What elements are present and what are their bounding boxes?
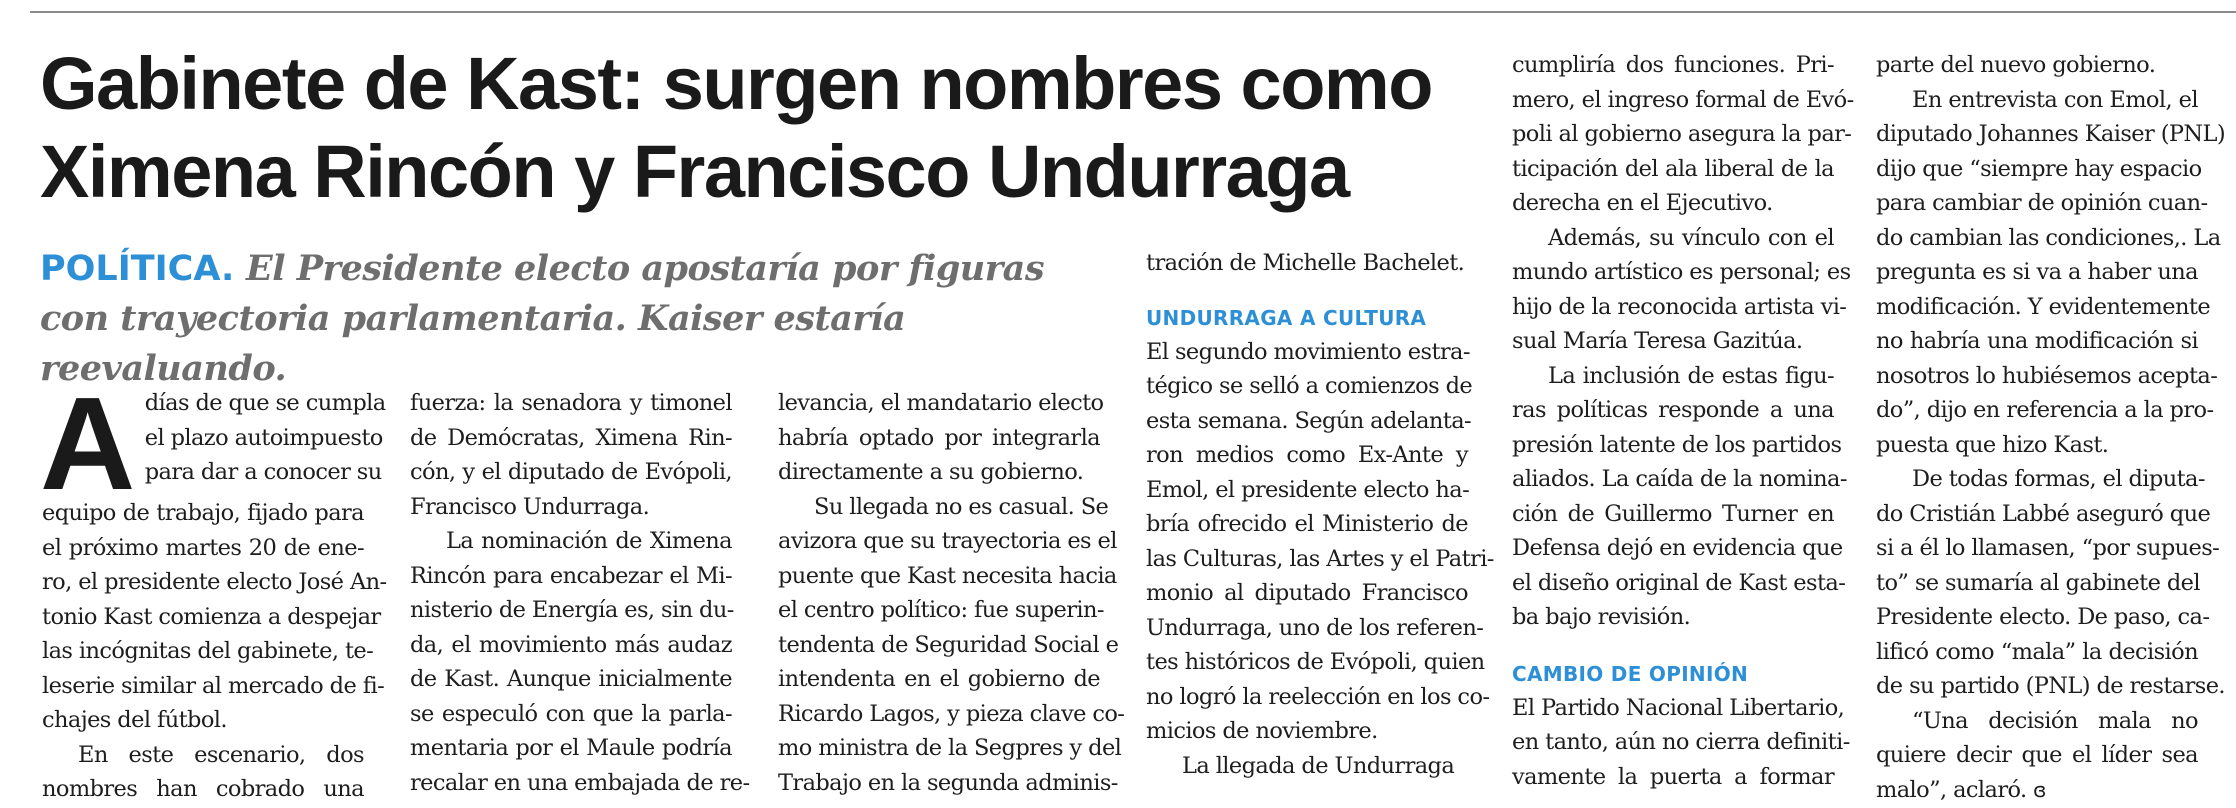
text-line: puesta que hizo Kast. xyxy=(1876,431,2109,458)
text-line: de su partido (PNL) de restarse. xyxy=(1876,673,2225,699)
text-line: puente que Kast necesita hacia xyxy=(778,562,1117,589)
text-line: tración de Michelle Bachelet. xyxy=(1146,250,1465,276)
text-line: no habría una modificación si xyxy=(1876,328,2198,354)
text-line: no logró la reelección en los co- xyxy=(1146,683,1490,710)
text-line: para dar a conocer su xyxy=(144,459,382,485)
text-line: las Culturas, las Artes y el Patri- xyxy=(1146,545,1494,572)
section-subhead: UNDURRAGA A CULTURA xyxy=(1146,305,1427,330)
article-column-4 xyxy=(1146,246,1494,783)
text-line: Defensa dejó en evidencia que xyxy=(1512,535,1843,561)
text-line: en tanto, aún no cierra definiti- xyxy=(1512,729,1850,755)
text-line: las incógnitas del gabinete, te- xyxy=(42,638,374,664)
text-line: fuerza: la senadora y timonel xyxy=(410,390,732,416)
text-line: La llegada de Undurraga xyxy=(1182,752,1455,779)
article-column-5 xyxy=(1512,48,1854,794)
text-line: nosotros lo hubiésemos acepta- xyxy=(1876,362,2218,389)
text-line: El segundo movimiento estra- xyxy=(1146,338,1470,365)
text-line: leserie similar al mercado de fi- xyxy=(42,672,385,699)
text-line: intendenta en el gobierno de xyxy=(778,666,1100,692)
text-line: levancia, el mandatario electo xyxy=(778,390,1104,416)
text-line: presión latente de los partidos xyxy=(1512,431,1842,458)
text-line: directamente a su gobierno. xyxy=(778,459,1084,485)
text-line: mero, el ingreso formal de Evó- xyxy=(1512,86,1854,113)
lead-paragraph xyxy=(40,244,1120,394)
text-line: nisterio de Energía es, sin du- xyxy=(410,597,734,623)
text-line: to” se sumaría al gabinete del xyxy=(1876,569,2200,596)
text-line: ción de Guillermo Turner en xyxy=(1512,500,1834,527)
section-kicker: POLÍTICA. xyxy=(40,249,235,289)
text-line: se especuló con que la parla- xyxy=(410,700,732,727)
text-line: Francisco Undurraga. xyxy=(410,493,650,520)
text-line: Su llegada no es casual. Se xyxy=(814,493,1109,520)
text-line: esta semana. Según adelanta- xyxy=(1146,407,1472,434)
text-line: Emol, el presidente electo ha- xyxy=(1146,476,1470,503)
text-line: derecha en el Ejecutivo. xyxy=(1512,190,1773,216)
text-line: para cambiar de opinión cuan- xyxy=(1876,190,2208,216)
text-line: “Una decisión mala no xyxy=(1912,707,2198,734)
text-line: monio al diputado Francisco xyxy=(1146,580,1468,606)
text-line: parte del nuevo gobierno. xyxy=(1876,52,2156,78)
text-line: do”, dijo en referencia a la pro- xyxy=(1876,397,2214,423)
text-line: do cambian las condiciones,. La xyxy=(1876,224,2221,251)
text-line: vamente la puerta a formar xyxy=(1512,763,1834,790)
text-line: chajes del fútbol. xyxy=(42,707,227,733)
article-column-2 xyxy=(410,386,750,800)
text-line: tendenta de Seguridad Social e xyxy=(778,631,1119,658)
text-line: el centro político: fue superin- xyxy=(778,597,1104,623)
text-line: tes históricos de Evópoli, quien xyxy=(1146,649,1485,675)
text-line: sual María Teresa Gazitúa. xyxy=(1512,328,1803,354)
text-line xyxy=(1876,773,2198,808)
text-line: mentaria por el Maule podría xyxy=(410,735,732,761)
text-line: ras políticas responde a una xyxy=(1512,397,1834,423)
text-line: Trabajo en la segunda adminis- xyxy=(778,769,1118,796)
text-line: quiere decir que el líder sea xyxy=(1876,742,2198,768)
text-line: equipo de trabajo, fijado para xyxy=(42,500,364,526)
text-line: cón, y el diputado de Evópoli, xyxy=(410,459,732,485)
text-line: de Demócratas, Ximena Rin- xyxy=(410,424,732,451)
text-line: Ricardo Lagos, y pieza clave co- xyxy=(778,700,1125,727)
end-mark-icon: ɞ xyxy=(2033,777,2046,802)
text-line: recalar en una embajada de re- xyxy=(410,769,750,796)
closing-text: malo”, aclaró. xyxy=(1876,776,2027,803)
text-line: tégico se selló a comienzos de xyxy=(1146,373,1473,399)
article-column-3 xyxy=(778,386,1125,800)
text-line: avizora que su trayectoria es el xyxy=(778,528,1117,554)
text-line: Undurraga, uno de los referen- xyxy=(1146,614,1484,641)
text-line: Presidente electo. De paso, ca- xyxy=(1876,604,2210,630)
text-line: ro, el presidente electo José An- xyxy=(42,569,387,595)
headline: Gabinete de Kast: surgen nombres como Ximena Rincón y Francisco Undurraga xyxy=(40,42,1432,213)
text-line: modificación. Y evidentemente xyxy=(1876,293,2211,320)
text-line: bría ofrecido el Ministerio de xyxy=(1146,511,1468,537)
text-line: dijo que “siempre hay espacio xyxy=(1876,155,2202,182)
text-line: si a él lo llamasen, “por supues- xyxy=(1876,535,2220,561)
text-line: do Cristián Labbé aseguró que xyxy=(1876,500,2211,527)
text-line: La nominación de Ximena xyxy=(446,528,732,554)
text-line: micios de noviembre. xyxy=(1146,718,1378,744)
text-line: de Kast. Aunque inicialmente xyxy=(410,666,732,692)
text-line: mo ministra de la Segpres y del xyxy=(778,735,1122,761)
text-line: pregunta es si va a haber una xyxy=(1876,259,2198,285)
text-line: En este escenario, dos xyxy=(78,741,364,768)
drop-cap: A xyxy=(40,370,135,517)
text-line: diputado Johannes Kaiser (PNL) xyxy=(1876,121,2226,147)
text-line: el plazo autoimpuesto xyxy=(144,424,383,451)
text-line: aliados. La caída de la nomina- xyxy=(1512,466,1847,492)
text-line: habría optado por integrarla xyxy=(778,424,1100,451)
text-line: Además, su vínculo con el xyxy=(1548,224,1834,251)
lead-text: El Presidente electo apostaría por figuras con trayectoria parlamentaria. Kaiser estaría reevaluando. xyxy=(40,248,1045,389)
section-subhead: CAMBIO DE OPINIÓN xyxy=(1512,661,1749,686)
text-line: El Partido Nacional Libertario, xyxy=(1512,694,1845,721)
text-line: De todas formas, el diputa- xyxy=(1912,466,2205,492)
text-line: tonio Kast comienza a despejar xyxy=(42,603,381,630)
article-column-1 xyxy=(40,370,387,807)
text-line: En entrevista con Emol, el xyxy=(1912,86,2198,113)
text-line: días de que se cumpla xyxy=(144,390,386,416)
text-line: el próximo martes 20 de ene- xyxy=(42,534,364,561)
text-line: La inclusión de estas figu- xyxy=(1548,362,1834,389)
text-line: ron medios como Ex-Ante y xyxy=(1146,442,1468,468)
text-line: hijo de la reconocida artista vi- xyxy=(1512,293,1847,320)
text-line: ba bajo revisión. xyxy=(1512,604,1691,630)
text-line: lificó como “mala” la decisión xyxy=(1876,638,2198,665)
text-line: Rincón para encabezar el Mi- xyxy=(410,562,732,589)
text-line: el diseño original de Kast esta- xyxy=(1512,569,1846,596)
text-line: mundo artístico es personal; es xyxy=(1512,259,1851,285)
text-line: nombres han cobrado una xyxy=(42,776,364,802)
text-line: da, el movimiento más audaz xyxy=(410,631,732,658)
text-line: cumpliría dos funciones. Pri- xyxy=(1512,52,1834,78)
article-column-6 xyxy=(1876,48,2226,807)
top-rule xyxy=(30,11,2236,13)
text-line: ticipación del ala liberal de la xyxy=(1512,155,1834,182)
text-line: poli al gobierno asegura la par- xyxy=(1512,121,1852,147)
